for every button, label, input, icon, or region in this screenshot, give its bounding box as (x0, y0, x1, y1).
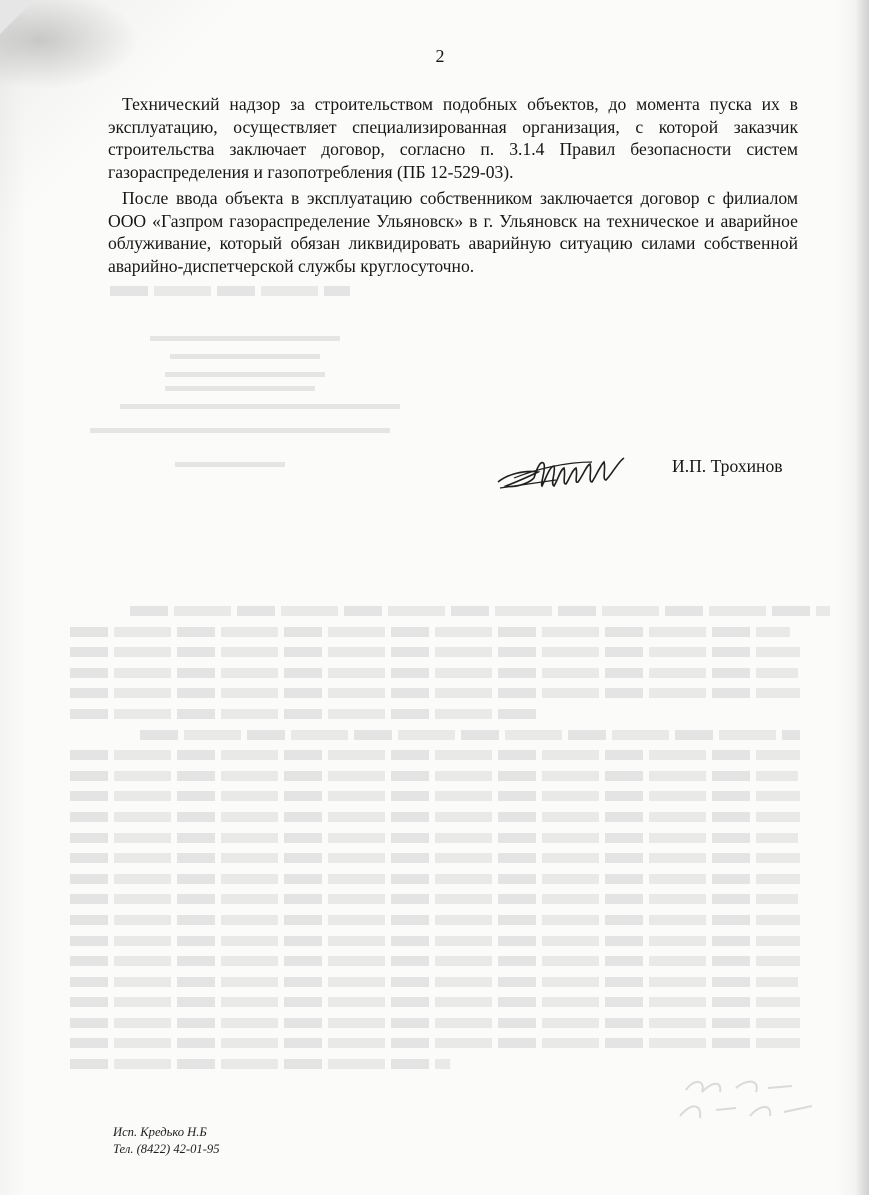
page-number: 2 (435, 46, 445, 66)
executor-name: Исп. Кредько Н.Б (113, 1125, 207, 1139)
bleed-through-text (70, 606, 800, 1080)
executor-block (113, 1124, 220, 1158)
signer-name: И.П. Трохинов (672, 456, 783, 476)
paragraph-maintenance-contract: После ввода объекта в эксплуатацию собственником заключается договор с филиалом ООО «Газпром газораспределение Ульяновск» в г. Ульяновск на техническое и аварийное облуживание, который обязан ликвидировать аварийную ситуацию силами собственной аварийно-диспетчерской службы круглосуточно. (108, 188, 798, 276)
bleed-through-handwriting (672, 1066, 832, 1126)
paragraph-technical-supervision: Технический надзор за строительством подобных объектов, до момента пуска их в эксплуатацию, осуществляет специализированная организация, с которой заказчик строительства заключает договор, согласно п. 3.1.4 Правил безопасности систем газораспределения и газопотребления (ПБ 12-529-03). (108, 94, 798, 182)
body-text (108, 93, 798, 281)
page-corner-fold (0, 0, 34, 34)
page-edge-shadow (855, 0, 869, 1195)
executor-phone: Тел. (8422) 42-01-95 (113, 1142, 220, 1156)
bleed-through-header (110, 286, 670, 307)
signature-image (494, 452, 634, 496)
